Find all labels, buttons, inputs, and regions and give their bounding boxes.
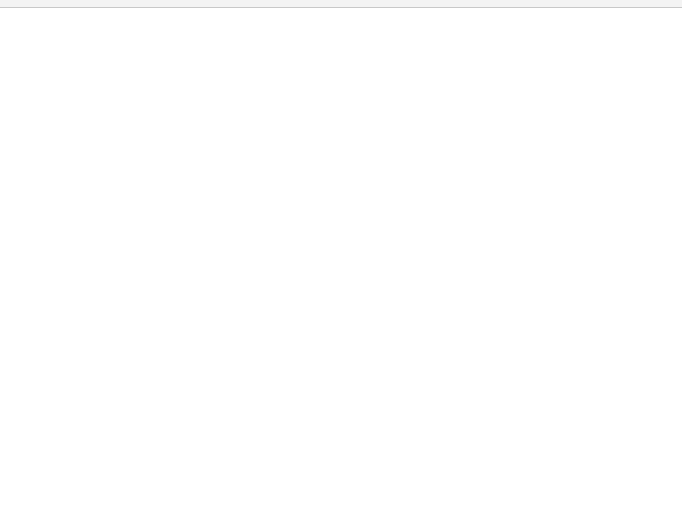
header-row (10, 8, 682, 52)
column-headers (0, 0, 682, 8)
